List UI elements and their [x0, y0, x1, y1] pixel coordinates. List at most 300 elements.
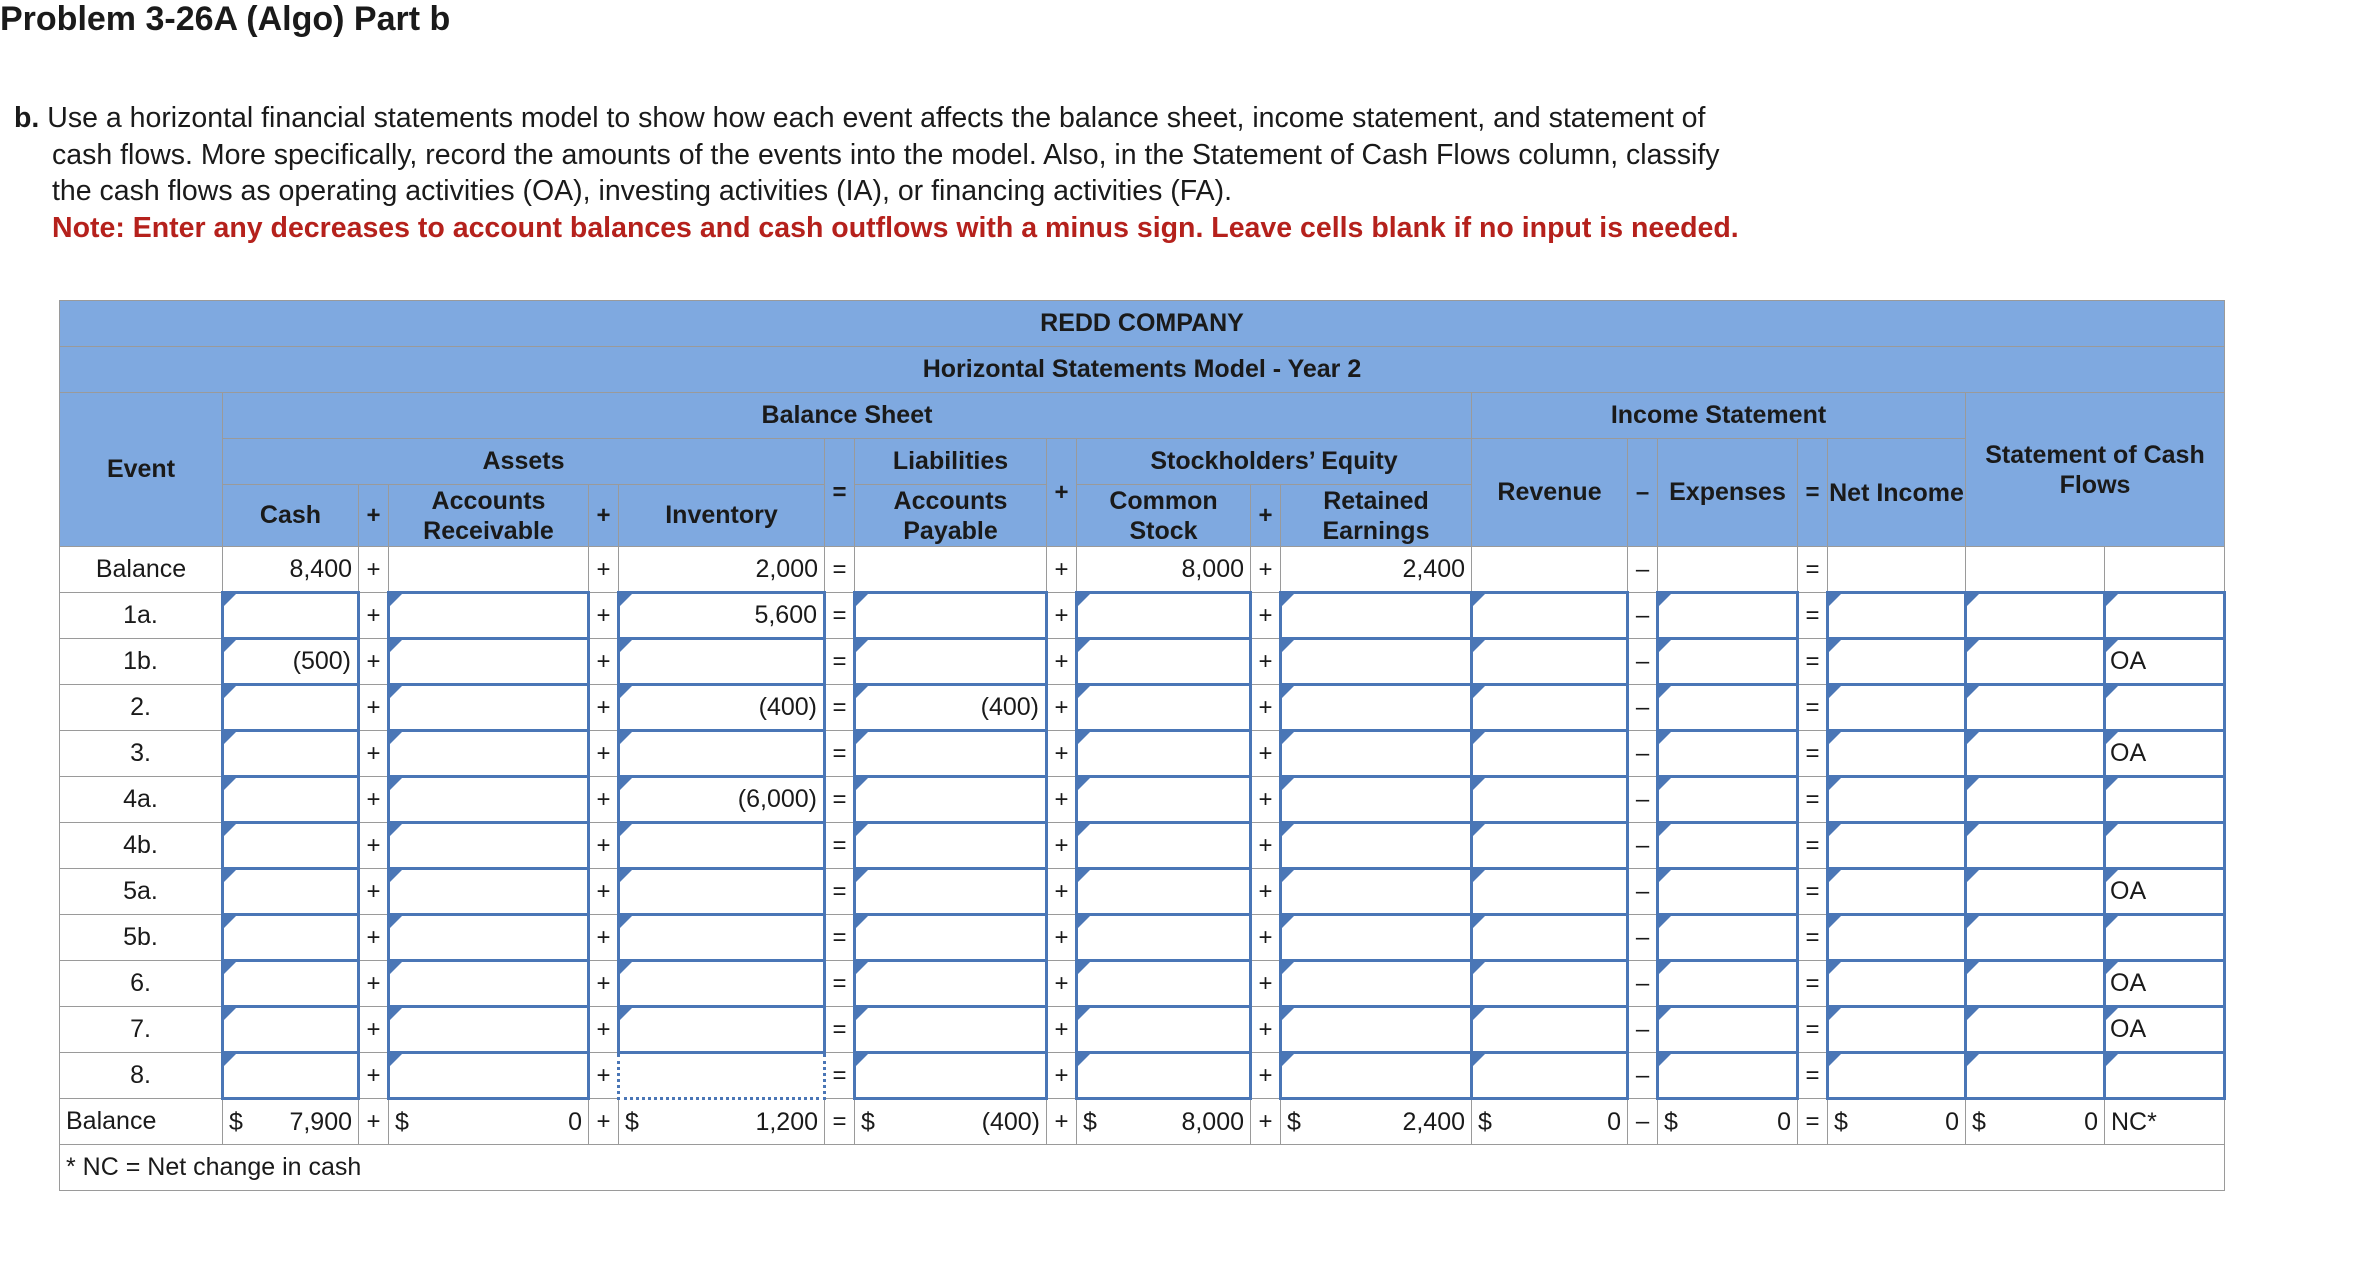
equals-sign: =	[825, 639, 855, 685]
revenue-input[interactable]	[1472, 1007, 1628, 1053]
table-row	[60, 915, 2225, 961]
plus-sign: +	[1251, 777, 1281, 823]
cash-header: Cash	[223, 485, 359, 547]
total-revenue: $ 0	[1472, 1099, 1628, 1145]
plus-sign: +	[1047, 439, 1077, 547]
equals-sign: =	[1798, 1099, 1828, 1145]
table-row	[60, 823, 2225, 869]
cash-flows-header: Statement of Cash Flows	[1966, 393, 2225, 547]
cash-flow-amount-input[interactable]	[1966, 639, 2105, 685]
equals-sign: =	[825, 915, 855, 961]
expenses-input[interactable]	[1658, 1053, 1798, 1099]
common-stock-input[interactable]	[1077, 1053, 1251, 1099]
plus-sign: +	[359, 961, 389, 1007]
cash-input[interactable]	[223, 915, 359, 961]
common-stock-input[interactable]	[1077, 915, 1251, 961]
plus-sign: +	[1047, 961, 1077, 1007]
accounts-receivable-input[interactable]	[389, 731, 589, 777]
expenses-input[interactable]	[1658, 685, 1798, 731]
common-stock-input[interactable]	[1077, 1007, 1251, 1053]
accounts-payable-input[interactable]	[855, 961, 1047, 1007]
instruction-note: Note: Enter any decreases to account balances and cash outflows with a minus sign. Leave cells blank if no input is needed.	[52, 211, 1739, 244]
plus-sign: +	[589, 547, 619, 593]
minus-sign: –	[1628, 915, 1658, 961]
plus-sign: +	[589, 869, 619, 915]
cash-input[interactable]	[223, 731, 359, 777]
equals-sign: =	[825, 823, 855, 869]
accounts-payable-input[interactable]	[855, 777, 1047, 823]
accounts-receivable-input[interactable]	[389, 915, 589, 961]
plus-sign: +	[589, 593, 619, 639]
common-stock-input[interactable]	[1077, 731, 1251, 777]
minus-sign: –	[1628, 685, 1658, 731]
common-stock-input[interactable]	[1077, 593, 1251, 639]
accounts-receivable-cell	[389, 547, 589, 593]
total-cash-flow-type: NC*	[2105, 1099, 2225, 1145]
accounts-receivable-header: Accounts Receivable	[389, 485, 589, 547]
cash-flow-amount-input[interactable]	[1966, 915, 2105, 961]
revenue-input[interactable]	[1472, 731, 1628, 777]
cash-input[interactable]	[223, 823, 359, 869]
revenue-input[interactable]	[1472, 823, 1628, 869]
cash-flow-type-value: OA	[2110, 969, 2147, 997]
equals-sign: =	[1798, 685, 1828, 731]
plus-sign: +	[1047, 639, 1077, 685]
equals-sign: =	[1798, 731, 1828, 777]
instruction-line-1: Use a horizontal financial statements model to show how each event affects the balance sheet, income statement, and statement of	[47, 102, 1706, 134]
net-income-input[interactable]	[1828, 869, 1966, 915]
minus-sign: –	[1628, 823, 1658, 869]
plus-sign: +	[1251, 485, 1281, 547]
revenue-input[interactable]	[1472, 1053, 1628, 1099]
cash-flow-type-value: OA	[2110, 877, 2147, 905]
plus-sign: +	[589, 1099, 619, 1145]
balance-sheet-header: Balance Sheet	[223, 393, 1472, 439]
plus-sign: +	[359, 1053, 389, 1099]
inventory-input[interactable]	[619, 593, 825, 639]
revenue-cell	[1472, 547, 1628, 593]
equals-sign: =	[1798, 639, 1828, 685]
plus-sign: +	[1251, 1007, 1281, 1053]
inventory-input[interactable]	[619, 1053, 825, 1099]
minus-sign: –	[1628, 1099, 1658, 1145]
table-row	[60, 1007, 2225, 1053]
retained-earnings-input[interactable]	[1281, 685, 1472, 731]
retained-earnings-cell	[1281, 547, 1472, 593]
cash-flow-type-value: OA	[2110, 647, 2147, 675]
model-title: Horizontal Statements Model - Year 2	[60, 347, 2225, 393]
minus-sign: –	[1628, 777, 1658, 823]
plus-sign: +	[1251, 915, 1281, 961]
accounts-payable-cell	[855, 547, 1047, 593]
common-stock-input[interactable]	[1077, 685, 1251, 731]
common-stock-input[interactable]	[1077, 639, 1251, 685]
cash-flow-type-value: OA	[2110, 1015, 2147, 1043]
equals-sign: =	[825, 777, 855, 823]
equals-sign: =	[1798, 915, 1828, 961]
expenses-input[interactable]	[1658, 961, 1798, 1007]
cash-flow-amount-input[interactable]	[1966, 593, 2105, 639]
cash-flow-type-input[interactable]	[2105, 869, 2225, 915]
inventory-value: (400)	[758, 693, 817, 721]
cash-flow-type-input[interactable]	[2105, 915, 2225, 961]
accounts-payable-header: Accounts Payable	[855, 485, 1047, 547]
minus-sign: –	[1628, 439, 1658, 547]
event-label: 6.	[60, 961, 223, 1007]
revenue-input[interactable]	[1472, 869, 1628, 915]
cash-flow-amount-input[interactable]	[1966, 685, 2105, 731]
inventory-input[interactable]	[619, 777, 825, 823]
revenue-header: Revenue	[1472, 439, 1628, 547]
plus-sign: +	[1047, 1099, 1077, 1145]
plus-sign: +	[1251, 685, 1281, 731]
part-label: b.	[14, 102, 40, 134]
plus-sign: +	[1251, 731, 1281, 777]
accounts-payable-value: (400)	[980, 693, 1039, 721]
minus-sign: –	[1628, 731, 1658, 777]
accounts-receivable-input[interactable]	[389, 869, 589, 915]
plus-sign: +	[1251, 639, 1281, 685]
plus-sign: +	[589, 777, 619, 823]
accounts-payable-input[interactable]	[855, 685, 1047, 731]
expenses-input[interactable]	[1658, 731, 1798, 777]
retained-earnings-input[interactable]	[1281, 915, 1472, 961]
cash-input[interactable]	[223, 593, 359, 639]
equals-sign: =	[1798, 547, 1828, 593]
totals-event: Balance	[60, 1099, 223, 1145]
retained-earnings-value: 2,400	[1402, 554, 1465, 583]
retained-earnings-input[interactable]	[1281, 869, 1472, 915]
page-title: Problem 3-26A (Algo) Part b	[0, 0, 451, 38]
liabilities-header: Liabilities	[855, 439, 1047, 485]
plus-sign: +	[359, 485, 389, 547]
income-statement-header: Income Statement	[1472, 393, 1966, 439]
plus-sign: +	[589, 823, 619, 869]
inventory-input[interactable]	[619, 823, 825, 869]
revenue-input[interactable]	[1472, 777, 1628, 823]
event-label: 1a.	[60, 593, 223, 639]
net-income-input[interactable]	[1828, 1053, 1966, 1099]
equals-sign: =	[825, 1007, 855, 1053]
equals-sign: =	[825, 685, 855, 731]
minus-sign: –	[1628, 593, 1658, 639]
expenses-input[interactable]	[1658, 593, 1798, 639]
retained-earnings-input[interactable]	[1281, 639, 1472, 685]
accounts-receivable-input[interactable]	[389, 1053, 589, 1099]
plus-sign: +	[1047, 593, 1077, 639]
revenue-input[interactable]	[1472, 639, 1628, 685]
inventory-input[interactable]	[619, 869, 825, 915]
equals-sign: =	[1798, 593, 1828, 639]
cash-flow-type-input[interactable]	[2105, 777, 2225, 823]
net-income-header: Net Income	[1828, 439, 1966, 547]
cash-flow-type-input[interactable]	[2105, 685, 2225, 731]
accounts-receivable-input[interactable]	[389, 1007, 589, 1053]
company-name: REDD COMPANY	[60, 301, 2225, 347]
event-label: 5b.	[60, 915, 223, 961]
event-label: 3.	[60, 731, 223, 777]
equals-sign: =	[825, 731, 855, 777]
event-label: 2.	[60, 685, 223, 731]
event-label: 1b.	[60, 639, 223, 685]
plus-sign: +	[359, 639, 389, 685]
inventory-input[interactable]	[619, 685, 825, 731]
accounts-payable-input[interactable]	[855, 869, 1047, 915]
net-income-input[interactable]	[1828, 777, 1966, 823]
cash-flow-type-input[interactable]	[2105, 1053, 2225, 1099]
cash-cell	[223, 547, 359, 593]
event-label: 4a.	[60, 777, 223, 823]
plus-sign: +	[589, 1007, 619, 1053]
total-cash: $ 7,900	[223, 1099, 359, 1145]
retained-earnings-input[interactable]	[1281, 731, 1472, 777]
net-income-input[interactable]	[1828, 685, 1966, 731]
equals-sign: =	[825, 439, 855, 547]
minus-sign: –	[1628, 869, 1658, 915]
assets-header: Assets	[223, 439, 825, 485]
plus-sign: +	[1251, 1099, 1281, 1145]
net-income-input[interactable]	[1828, 823, 1966, 869]
cash-flow-amount-input[interactable]	[1966, 1053, 2105, 1099]
net-income-input[interactable]	[1828, 961, 1966, 1007]
plus-sign: +	[1047, 685, 1077, 731]
expenses-input[interactable]	[1658, 1007, 1798, 1053]
common-stock-input[interactable]	[1077, 869, 1251, 915]
event-header: Event	[60, 393, 223, 547]
cash-input[interactable]	[223, 777, 359, 823]
total-accounts-receivable: $ 0	[389, 1099, 589, 1145]
revenue-input[interactable]	[1472, 685, 1628, 731]
common-stock-input[interactable]	[1077, 823, 1251, 869]
cash-input[interactable]	[223, 869, 359, 915]
accounts-receivable-input[interactable]	[389, 593, 589, 639]
net-income-cell	[1828, 547, 1966, 593]
table-row	[60, 961, 2225, 1007]
event-label: Balance	[60, 547, 223, 593]
minus-sign: –	[1628, 547, 1658, 593]
net-income-input[interactable]	[1828, 639, 1966, 685]
total-inventory: $ 1,200	[619, 1099, 825, 1145]
common-stock-input[interactable]	[1077, 777, 1251, 823]
plus-sign: +	[589, 731, 619, 777]
instruction-line-3: the cash flows as operating activities (OA), investing activities (IA), or financing activities (FA).	[52, 175, 1233, 207]
plus-sign: +	[1251, 869, 1281, 915]
cash-flow-type-value: OA	[2110, 739, 2147, 767]
plus-sign: +	[1047, 777, 1077, 823]
minus-sign: –	[1628, 1053, 1658, 1099]
totals-row	[60, 1099, 2225, 1145]
retained-earnings-input[interactable]	[1281, 1053, 1472, 1099]
cash-flow-type-input[interactable]	[2105, 823, 2225, 869]
expenses-cell	[1658, 547, 1798, 593]
cash-flow-type-input[interactable]	[2105, 731, 2225, 777]
cash-value: (500)	[292, 647, 351, 675]
plus-sign: +	[1251, 547, 1281, 593]
cash-flow-type-input[interactable]	[2105, 1007, 2225, 1053]
plus-sign: +	[1047, 547, 1077, 593]
equals-sign: =	[1798, 1053, 1828, 1099]
cash-flow-amount-input[interactable]	[1966, 961, 2105, 1007]
plus-sign: +	[1047, 915, 1077, 961]
retained-earnings-input[interactable]	[1281, 1007, 1472, 1053]
plus-sign: +	[589, 915, 619, 961]
table-row	[60, 1053, 2225, 1099]
accounts-receivable-input[interactable]	[389, 685, 589, 731]
total-accounts-payable: $ (400)	[855, 1099, 1047, 1145]
cash-flow-type-input[interactable]	[2105, 961, 2225, 1007]
cash-input[interactable]	[223, 685, 359, 731]
equals-sign: =	[825, 961, 855, 1007]
total-common-stock: $ 8,000	[1077, 1099, 1251, 1145]
plus-sign: +	[359, 547, 389, 593]
plus-sign: +	[359, 593, 389, 639]
cash-flow-type-input[interactable]	[2105, 639, 2225, 685]
cash-input[interactable]	[223, 639, 359, 685]
common-stock-value: 8,000	[1181, 554, 1244, 583]
total-retained-earnings: $ 2,400	[1281, 1099, 1472, 1145]
retained-earnings-input[interactable]	[1281, 593, 1472, 639]
cash-flow-amount-input[interactable]	[1966, 823, 2105, 869]
plus-sign: +	[359, 869, 389, 915]
accounts-receivable-input[interactable]	[389, 961, 589, 1007]
inventory-cell	[619, 547, 825, 593]
plus-sign: +	[589, 1053, 619, 1099]
plus-sign: +	[1251, 593, 1281, 639]
table-row	[60, 685, 2225, 731]
expenses-input[interactable]	[1658, 869, 1798, 915]
retained-earnings-header: Retained Earnings	[1281, 485, 1472, 547]
cash-flow-amount-input[interactable]	[1966, 731, 2105, 777]
cash-flow-type-cell	[2105, 547, 2225, 593]
table-row	[60, 731, 2225, 777]
revenue-input[interactable]	[1472, 593, 1628, 639]
accounts-payable-input[interactable]	[855, 823, 1047, 869]
event-label: 8.	[60, 1053, 223, 1099]
inventory-header: Inventory	[619, 485, 825, 547]
instructions	[14, 100, 1894, 246]
accounts-receivable-input[interactable]	[389, 639, 589, 685]
minus-sign: –	[1628, 639, 1658, 685]
inventory-value: (6,000)	[737, 785, 817, 813]
retained-earnings-input[interactable]	[1281, 777, 1472, 823]
plus-sign: +	[359, 1099, 389, 1145]
expenses-input[interactable]	[1658, 639, 1798, 685]
accounts-payable-input[interactable]	[855, 639, 1047, 685]
plus-sign: +	[359, 685, 389, 731]
plus-sign: +	[589, 639, 619, 685]
common-stock-input[interactable]	[1077, 961, 1251, 1007]
accounts-receivable-input[interactable]	[389, 777, 589, 823]
event-label: 5a.	[60, 869, 223, 915]
plus-sign: +	[359, 823, 389, 869]
plus-sign: +	[359, 915, 389, 961]
expenses-header: Expenses	[1658, 439, 1798, 547]
plus-sign: +	[1251, 961, 1281, 1007]
plus-sign: +	[359, 1007, 389, 1053]
table-row	[60, 593, 2225, 639]
revenue-input[interactable]	[1472, 915, 1628, 961]
plus-sign: +	[1047, 1007, 1077, 1053]
accounts-receivable-input[interactable]	[389, 823, 589, 869]
equals-sign: =	[1798, 869, 1828, 915]
retained-earnings-input[interactable]	[1281, 823, 1472, 869]
plus-sign: +	[589, 485, 619, 547]
footnote: * NC = Net change in cash	[60, 1145, 2225, 1191]
expenses-input[interactable]	[1658, 915, 1798, 961]
cash-value: 8,400	[289, 554, 352, 583]
net-income-input[interactable]	[1828, 915, 1966, 961]
equals-sign: =	[1798, 1007, 1828, 1053]
equity-header: Stockholders’ Equity	[1077, 439, 1472, 485]
total-cash-flow: $ 0	[1966, 1099, 2105, 1145]
revenue-input[interactable]	[1472, 961, 1628, 1007]
equals-sign: =	[825, 593, 855, 639]
inventory-value: 5,600	[754, 601, 817, 629]
instruction-line-2: cash flows. More specifically, record the amounts of the events into the model. Also, in the Statement of Cash Flows column, classify	[52, 138, 1720, 171]
plus-sign: +	[589, 961, 619, 1007]
accounts-payable-input[interactable]	[855, 1053, 1047, 1099]
expenses-input[interactable]	[1658, 823, 1798, 869]
inventory-input[interactable]	[619, 1007, 825, 1053]
cash-input[interactable]	[223, 961, 359, 1007]
common-stock-header: Common Stock	[1077, 485, 1251, 547]
expenses-input[interactable]	[1658, 777, 1798, 823]
minus-sign: –	[1628, 1007, 1658, 1053]
retained-earnings-input[interactable]	[1281, 961, 1472, 1007]
total-net-income: $ 0	[1828, 1099, 1966, 1145]
event-label: 4b.	[60, 823, 223, 869]
net-income-input[interactable]	[1828, 593, 1966, 639]
cash-input[interactable]	[223, 1053, 359, 1099]
equals-sign: =	[825, 869, 855, 915]
plus-sign: +	[359, 777, 389, 823]
cash-flow-amount-input[interactable]	[1966, 869, 2105, 915]
plus-sign: +	[359, 731, 389, 777]
cash-flow-amount-input[interactable]	[1966, 777, 2105, 823]
plus-sign: +	[1047, 731, 1077, 777]
net-income-input[interactable]	[1828, 731, 1966, 777]
equals-sign: =	[825, 547, 855, 593]
cash-flow-amount-input[interactable]	[1966, 1007, 2105, 1053]
plus-sign: +	[1251, 1053, 1281, 1099]
net-income-input[interactable]	[1828, 1007, 1966, 1053]
plus-sign: +	[589, 685, 619, 731]
cash-flow-type-input[interactable]	[2105, 593, 2225, 639]
inventory-input[interactable]	[619, 639, 825, 685]
plus-sign: +	[1047, 869, 1077, 915]
table-row	[60, 547, 2225, 593]
equals-sign: =	[825, 1099, 855, 1145]
minus-sign: –	[1628, 961, 1658, 1007]
cash-input[interactable]	[223, 1007, 359, 1053]
accounts-payable-input[interactable]	[855, 731, 1047, 777]
accounts-payable-input[interactable]	[855, 593, 1047, 639]
table-row	[60, 869, 2225, 915]
inventory-value: 2,000	[755, 554, 818, 583]
plus-sign: +	[1047, 1053, 1077, 1099]
total-expenses: $ 0	[1658, 1099, 1798, 1145]
accounts-payable-input[interactable]	[855, 915, 1047, 961]
table-row	[60, 777, 2225, 823]
equals-sign: =	[1798, 439, 1828, 547]
inventory-input[interactable]	[619, 961, 825, 1007]
accounts-payable-input[interactable]	[855, 1007, 1047, 1053]
equals-sign: =	[1798, 823, 1828, 869]
event-label: 7.	[60, 1007, 223, 1053]
inventory-input[interactable]	[619, 731, 825, 777]
inventory-input[interactable]	[619, 915, 825, 961]
equals-sign: =	[1798, 961, 1828, 1007]
